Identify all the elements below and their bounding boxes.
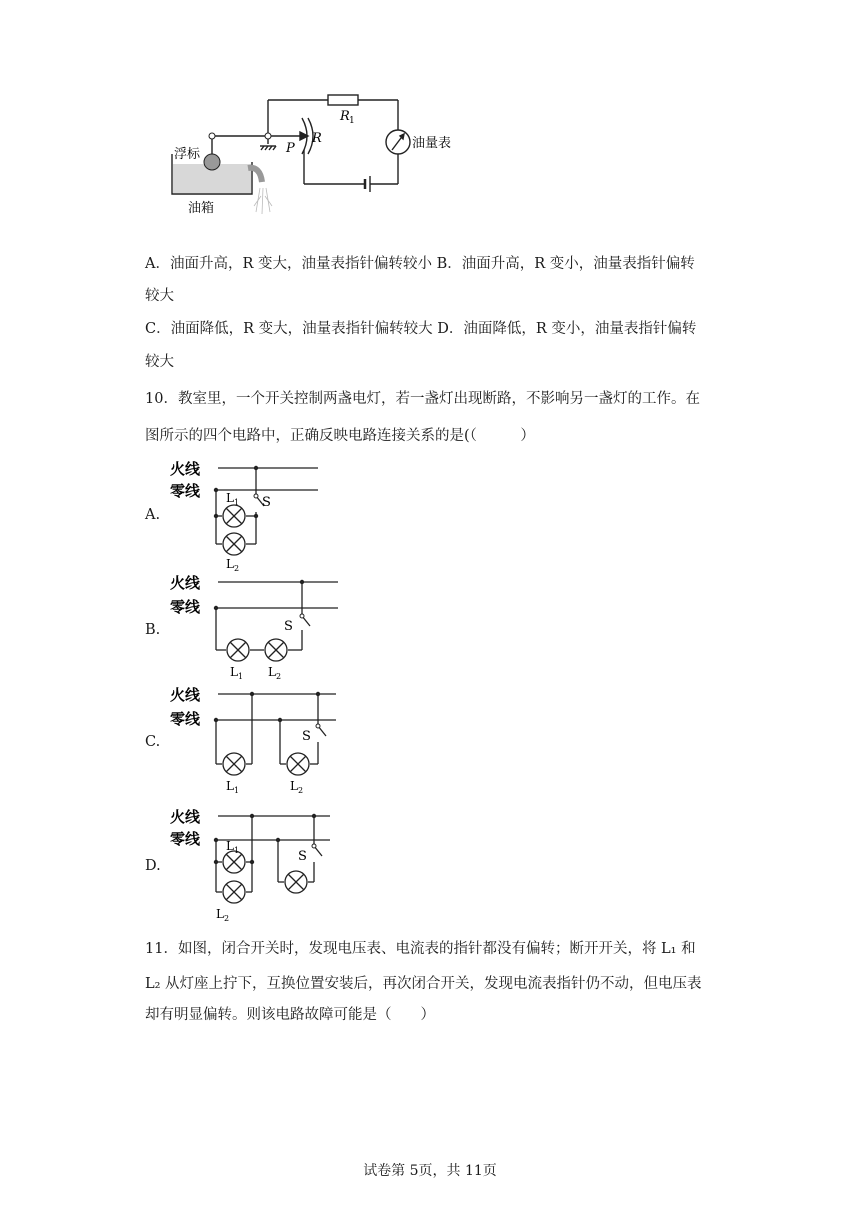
neutral-wire-label: 零线 xyxy=(170,482,201,500)
float-label: 浮标 xyxy=(174,147,201,162)
lamp-1-subscript: 1 xyxy=(234,498,240,507)
q10-option-c-label: C. xyxy=(145,734,161,750)
tank-label: 油箱 xyxy=(188,201,215,216)
lamp-2-subscript: 2 xyxy=(276,672,282,681)
lamp-1-label: L xyxy=(226,779,234,793)
lamp-1-subscript: 1 xyxy=(238,672,244,681)
circuit-d xyxy=(168,806,348,926)
lamp-1-label: L xyxy=(226,839,234,853)
lamp-2-subscript: 2 xyxy=(224,914,230,923)
page-footer: 试卷第 5页，共 11页 xyxy=(363,1163,497,1179)
q10-option-a-label: A. xyxy=(145,507,161,523)
lamp-2-label: L xyxy=(226,557,234,571)
q10-stem-line-1: 10．教室里，一个开关控制两盏电灯，若一盏灯出现断路，不影响另一盏灯的工作。在 xyxy=(145,391,700,407)
q10-option-d-label: D. xyxy=(145,858,161,874)
lamp-2-subscript: 2 xyxy=(234,564,240,573)
live-wire-label: 火线 xyxy=(170,460,201,478)
q11-stem-line-2: L₂ 从灯座上拧下，互换位置安装后，再次闭合开关，发现电流表指针仍不动，但电压表 xyxy=(145,976,702,992)
q9-option-line-4: 较大 xyxy=(145,354,174,370)
neutral-wire-label: 零线 xyxy=(170,710,201,728)
switch-label: S xyxy=(262,495,271,510)
lamp-1-subscript: 1 xyxy=(234,846,240,855)
circuit-a xyxy=(168,458,338,574)
r1-subscript: 1 xyxy=(349,116,355,126)
p-label: P xyxy=(286,141,295,156)
live-wire-label: 火线 xyxy=(170,686,201,704)
lamp-1-label: L xyxy=(226,491,234,505)
q9-option-line-2: 较大 xyxy=(145,288,174,304)
lamp-1-subscript: 1 xyxy=(234,786,240,795)
meter-label: 油量表 xyxy=(412,136,452,151)
q9-option-line-3: C．油面降低，R 变大，油量表指针偏转较大 D．油面降低，R 变小，油量表指针偏转 xyxy=(145,321,697,337)
r-label: R xyxy=(312,131,322,146)
lamp-1-label: L xyxy=(230,665,238,679)
switch-label: S xyxy=(284,619,293,634)
r1-label: R xyxy=(340,109,350,124)
lamp-2-label: L xyxy=(290,779,298,793)
lamp-2-label: L xyxy=(268,665,276,679)
live-wire-label: 火线 xyxy=(170,574,201,592)
neutral-wire-label: 零线 xyxy=(170,598,201,616)
switch-label: S xyxy=(298,849,307,864)
q11-stem-line-1: 11．如图，闭合开关时，发现电压表、电流表的指针都没有偏转；断开开关，将 L₁ 和 xyxy=(145,941,696,957)
live-wire-label: 火线 xyxy=(170,808,201,826)
neutral-wire-label: 零线 xyxy=(170,830,201,848)
circuit-c xyxy=(168,684,348,798)
lamp-2-subscript: 2 xyxy=(298,786,304,795)
oil-gauge-circuit-diagram xyxy=(160,88,480,218)
q9-option-line-1: A．油面升高，R 变大，油量表指针偏转较小 B．油面升高，R 变小，油量表指针偏转 xyxy=(145,256,695,272)
q10-option-b-label: B. xyxy=(145,622,161,638)
q11-stem-line-3: 却有明显偏转。则该电路故障可能是（ ） xyxy=(145,1007,435,1023)
lamp-2-label: L xyxy=(216,907,224,921)
q10-stem-line-2: 图所示的四个电路中，正确反映电路连接关系的是(（ ） xyxy=(145,428,535,444)
switch-label: S xyxy=(302,729,311,744)
circuit-b xyxy=(168,572,348,684)
